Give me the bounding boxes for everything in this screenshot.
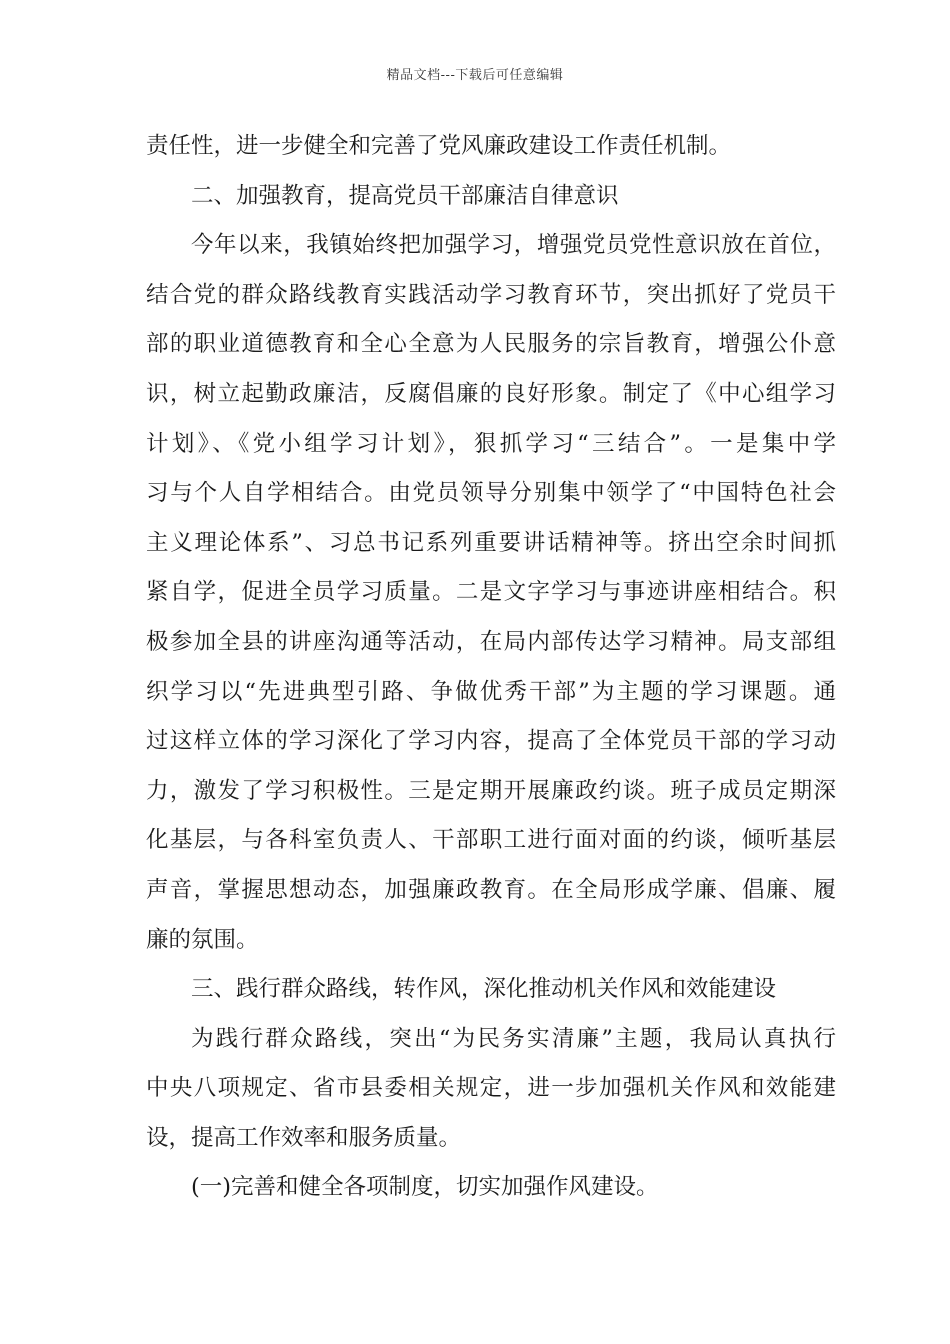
subsection-heading: (一)完善和健全各项制度，切实加强作风建设。 (191, 1174, 659, 1201)
paragraph-line: 廉的氛围。 (146, 926, 259, 953)
paragraph-line: 今年以来，我镇始终把加强学习，增强党员党性意识放在首位， (191, 232, 836, 259)
section-heading-3: 三、践行群众路线，转作风，深化推动机关作风和效能建设 (191, 976, 777, 1003)
paragraph-line: 声音，掌握思想动态，加强廉政教育。在全局形成学廉、倡廉、履 (146, 876, 836, 903)
section-heading-2: 二、加强教育，提高党员干部廉洁自律意识 (191, 182, 619, 209)
paragraph-line: 主义理论体系”、习总书记系列重要讲话精神等。挤出空余时间抓 (146, 529, 836, 556)
paragraph-line: 化基层，与各科室负责人、干部职工进行面对面的约谈，倾听基层 (146, 827, 836, 854)
paragraph-line: 结合党的群众路线教育实践活动学习教育环节，突出抓好了党员干 (146, 281, 836, 308)
paragraph-line: 过这样立体的学习深化了学习内容，提高了全体党员干部的学习动 (146, 728, 836, 755)
paragraph-line: 责任性，进一步健全和完善了党风廉政建设工作责任机制。 (146, 133, 732, 159)
paragraph-line: 极参加全县的讲座沟通等活动，在局内部传达学习精神。局支部组 (146, 628, 836, 655)
paragraph-line: 为践行群众路线，突出“为民务实清廉”主题，我局认真执行 (191, 1025, 836, 1052)
document-body (146, 122, 836, 1213)
paragraph-line: 计划》、《党小组学习计划》，狠抓学习“三结合”。一是集中学 (146, 430, 836, 457)
paragraph-line: 紧自学，促进全员学习质量。二是文字学习与事迹讲座相结合。积 (146, 579, 836, 606)
page-header: 精品文档---下载后可任意编辑 (386, 68, 564, 83)
paragraph-line: 识，树立起勤政廉洁，反腐倡廉的良好形象。制定了《中心组学习 (146, 380, 836, 407)
paragraph-line: 习与个人自学相结合。由党员领导分别集中领学了“中国特色社会 (146, 480, 836, 507)
paragraph-line: 中央八项规定、省市县委相关规定，进一步加强机关作风和效能建 (146, 1075, 836, 1102)
paragraph-line: 织学习以“先进典型引路、争做优秀干部”为主题的学习课题。通 (146, 678, 836, 705)
paragraph-line: 部的职业道德教育和全心全意为人民服务的宗旨教育，增强公仆意 (146, 331, 836, 358)
paragraph-line: 设，提高工作效率和服务质量。 (146, 1124, 462, 1151)
paragraph-line: 力，激发了学习积极性。三是定期开展廉政约谈。班子成员定期深 (146, 777, 836, 804)
